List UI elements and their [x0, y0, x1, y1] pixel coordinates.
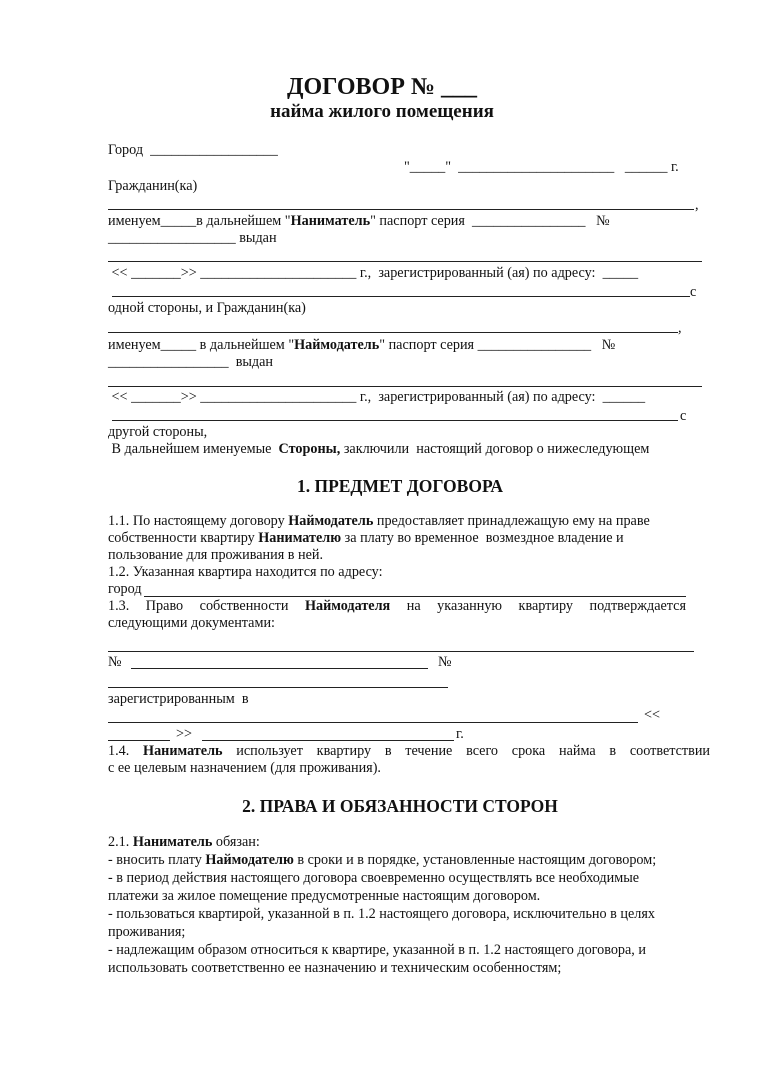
text: обязан:	[212, 834, 260, 850]
text: В дальнейшем именуемые	[108, 441, 279, 457]
text: 1.3. Право собственности	[108, 598, 305, 614]
quote-close: >>	[176, 726, 193, 742]
party2-address-blank[interactable]	[112, 420, 678, 421]
party2-named-line	[108, 337, 615, 354]
obligation-3: - пользоваться квартирой, указанной в п. 1.2 настоящего договора, исключительно в целях	[108, 906, 655, 922]
party1-name-blank[interactable]	[108, 209, 694, 210]
parties-line	[108, 441, 649, 458]
party1-issued-blank[interactable]	[108, 261, 702, 262]
party2-issued[interactable]: _________________ выдан	[108, 354, 274, 370]
clause-1-1-line2	[108, 530, 624, 547]
text: за плату во временное возмездное владение и	[341, 530, 624, 546]
text: 1.4.	[108, 743, 144, 759]
text: 1.1. По настоящему договору	[108, 513, 289, 529]
city-address-label: город	[108, 581, 142, 597]
clause-1-1-line3: пользование для проживания в ней.	[108, 547, 324, 563]
registered-label: зарегистрированным в	[108, 691, 249, 707]
doc-number-blank[interactable]	[131, 668, 428, 669]
obligation-3-line2: проживания;	[108, 924, 186, 940]
text: на указанную квартиру подтверждается	[390, 598, 687, 614]
clause-2-1	[108, 834, 260, 851]
role-landlord: Наймодатель	[294, 337, 380, 353]
party1-date-reg[interactable]: << _______>> ______________________ г., зарегистрированный (ая) по адресу: _____	[108, 265, 639, 281]
side-end: с	[680, 408, 687, 424]
day-blank[interactable]	[108, 740, 170, 741]
obligation-2-line2: платежи за жилое помещение предусмотренные настоящим договором.	[108, 888, 541, 904]
party1-address-blank[interactable]	[112, 296, 690, 297]
num-label: №	[108, 654, 122, 670]
obligation-1	[108, 852, 656, 869]
text: " паспорт серия ________________ №	[370, 213, 610, 229]
party1-side: одной стороны, и Гражданин(ка)	[108, 300, 306, 316]
text: собственности квартиру	[108, 530, 259, 546]
obligation-4-line2: использовать соответственно ее назначению и техническим особенностям;	[108, 960, 562, 976]
role-landlord: Наймодателя	[304, 598, 391, 614]
role-tenant: Наниматель	[143, 743, 223, 759]
text: - вносить плату	[108, 852, 206, 868]
party2-side: другой стороны,	[108, 424, 208, 440]
role-tenant: Нанимателю	[258, 530, 342, 546]
party1-issued[interactable]: __________________ выдан	[108, 230, 277, 246]
role-landlord: Наймодателю	[205, 852, 294, 868]
role-tenant: Наниматель	[132, 834, 213, 850]
section1-heading: 1. ПРЕДМЕТ ДОГОВОРА	[296, 476, 504, 496]
section2-heading: 2. ПРАВА И ОБЯЗАННОСТИ СТОРОН	[242, 796, 558, 816]
party2-name-blank[interactable]	[108, 332, 678, 333]
text: использует квартиру в течение всего срока найма в соответствии	[222, 743, 710, 759]
parties-term: Стороны,	[278, 441, 341, 457]
registered-blank[interactable]	[108, 722, 638, 723]
clause-1-4	[108, 743, 710, 760]
city-label: Город	[108, 142, 144, 158]
text: 2.1.	[108, 834, 133, 850]
city-blank[interactable]: __________________	[150, 142, 278, 158]
citizen-label: Гражданин(ка)	[108, 178, 198, 194]
text: заключили настоящий договор о нижеследующем	[340, 441, 650, 457]
text: в сроки и в порядке, установленные настоящим договором;	[293, 852, 657, 868]
clause-1-4-line2: с ее целевым назначением (для проживания).	[108, 760, 381, 776]
text: именуем_____ в дальнейшем "	[108, 337, 295, 353]
doc-number2-blank[interactable]	[108, 687, 448, 688]
role-tenant: Наниматель	[290, 213, 371, 229]
city-line	[108, 142, 278, 159]
clause-1-3-line2: следующими документами:	[108, 615, 275, 631]
clause-1-2: 1.2. Указанная квартира находится по адресу:	[108, 564, 383, 580]
date-line[interactable]: "_____" ______________________ ______ г.	[404, 159, 679, 175]
num-label: №	[438, 654, 452, 670]
text: " паспорт серия ________________ №	[379, 337, 616, 353]
clause-1-1	[108, 513, 650, 530]
clause-1-3	[108, 598, 686, 615]
text: предоставляет принадлежащую ему на праве	[373, 513, 650, 529]
document-subtitle: найма жилого помещения	[270, 101, 494, 122]
obligation-4: - надлежащим образом относиться к квартире, указанной в п. 1.2 настоящего договора, и	[108, 942, 646, 958]
party2-date-reg[interactable]: << _______>> ______________________ г., зарегистрированный (ая) по адресу: ______	[108, 389, 646, 405]
quote-open: <<	[644, 707, 661, 723]
side-end: с	[690, 284, 697, 300]
month-year-blank[interactable]	[202, 740, 454, 741]
year-label: г.	[456, 726, 464, 742]
party1-named-line	[108, 213, 610, 230]
party2-issued-blank[interactable]	[108, 386, 702, 387]
documents-blank[interactable]	[108, 651, 694, 652]
address-blank[interactable]	[144, 596, 686, 597]
text: именуем_____в дальнейшем "	[108, 213, 291, 229]
obligation-2: - в период действия настоящего договора своевременно осуществлять все необходимые	[108, 870, 640, 886]
document-title: ДОГОВОР № ___	[287, 74, 477, 100]
role-landlord: Наймодатель	[288, 513, 374, 529]
comma: ,	[678, 320, 682, 336]
comma: ,	[695, 197, 699, 213]
